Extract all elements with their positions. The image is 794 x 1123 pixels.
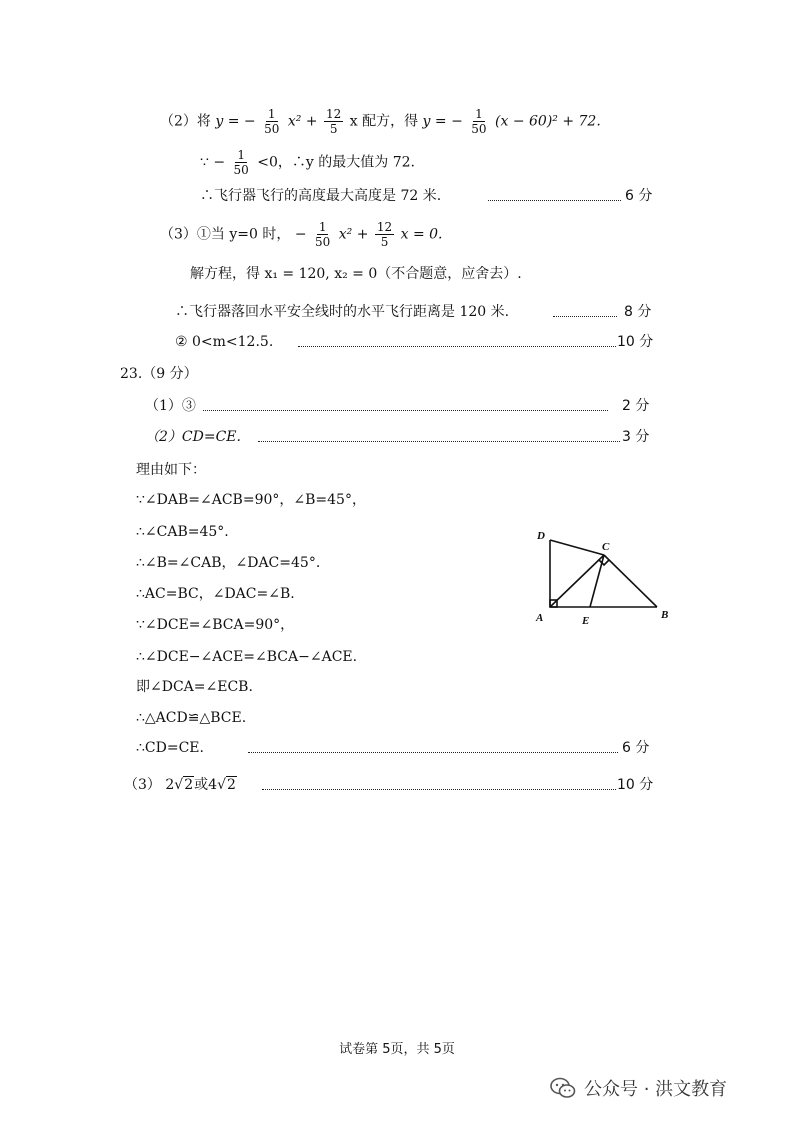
fraction bbox=[375, 220, 394, 249]
frac-den: 5 bbox=[380, 235, 389, 249]
segment-dc bbox=[550, 540, 604, 555]
proof-step: ∴CD=CE. bbox=[136, 740, 204, 756]
fraction bbox=[324, 107, 343, 136]
frac-den: 50 bbox=[315, 235, 331, 249]
right-angle-mark bbox=[599, 560, 609, 565]
wechat-icon bbox=[550, 1077, 576, 1099]
frac-den: 50 bbox=[233, 163, 249, 177]
proof-step: ∴△ACD≌△BCE. bbox=[136, 710, 247, 726]
q22-p2-expr: y = − bbox=[215, 113, 256, 130]
score-leader bbox=[262, 789, 616, 790]
proof-step: 即∠DCA=∠ECB. bbox=[136, 679, 253, 695]
q22-p2-conclusion: ∴飞行器飞行的高度最大高度是 72 米. bbox=[200, 188, 442, 204]
score: 8 分 bbox=[624, 304, 652, 320]
score: 2 分 bbox=[622, 398, 650, 414]
proof-step: ∴∠DCE−∠ACE=∠BCA−∠ACE. bbox=[136, 649, 358, 665]
score-leader bbox=[203, 410, 608, 411]
score: 6 分 bbox=[622, 740, 650, 756]
q22-p3-line1 bbox=[160, 220, 443, 249]
frac-num: 12 bbox=[376, 220, 393, 234]
page-footer: 试卷第 5页，共 5页 bbox=[339, 1042, 455, 1057]
q22-p2-since: ∵ − bbox=[200, 154, 226, 171]
q23-p1: （1）③ bbox=[145, 398, 196, 414]
reason-label: 理由如下： bbox=[136, 462, 206, 478]
fraction bbox=[313, 220, 332, 249]
q22-p2-line1 bbox=[160, 107, 601, 136]
q23-p3-value: 或4 bbox=[194, 777, 218, 793]
q22-p3-conclusion: ∴飞行器落回水平安全线时的水平飞行距离是 120 米. bbox=[175, 304, 510, 320]
label-d: D bbox=[537, 530, 545, 542]
frac-den: 5 bbox=[329, 122, 338, 136]
proof-step: ∴∠CAB=45°. bbox=[136, 524, 229, 540]
q22-p3-eq: − bbox=[294, 226, 307, 243]
q22-p2-since: <0，∴y 的最大值为 72. bbox=[257, 154, 415, 171]
q23-heading: 23.（9 分） bbox=[120, 366, 198, 382]
q22-p3-part2: ② 0<m<12.5. bbox=[175, 334, 274, 350]
watermark-text: 公众号 · 洪文教育 bbox=[584, 1079, 728, 1100]
label-e: E bbox=[582, 615, 590, 627]
fraction bbox=[232, 148, 251, 177]
q22-p3-label: （3）①当 y=0 时， bbox=[160, 226, 291, 243]
score: 10 分 bbox=[617, 334, 654, 350]
q22-p2-expr: (x − 60)² + 72. bbox=[495, 113, 601, 130]
q22-p3-eq: x² + bbox=[338, 226, 369, 243]
sqrt-icon: √ bbox=[174, 777, 184, 793]
q22-p2-label: （2）将 bbox=[160, 113, 211, 130]
frac-num: 1 bbox=[267, 107, 276, 121]
proof-step: ∴AC=BC，∠DAC=∠B. bbox=[136, 586, 295, 602]
frac-num: 1 bbox=[237, 148, 245, 162]
label-b: B bbox=[661, 609, 669, 621]
frac-den: 50 bbox=[471, 122, 487, 136]
q23-p3-label: （3） bbox=[124, 777, 161, 793]
label-c: C bbox=[602, 541, 610, 553]
watermark bbox=[550, 1075, 727, 1101]
q23-p3 bbox=[124, 775, 237, 795]
score-leader bbox=[258, 441, 620, 442]
score: 6 分 bbox=[625, 188, 653, 204]
score-leader bbox=[298, 346, 616, 347]
fraction bbox=[469, 107, 488, 136]
proof-step: ∵∠DCE=∠BCA=90°， bbox=[136, 617, 295, 633]
sqrt-radicand: 2 bbox=[184, 777, 194, 793]
score-leader bbox=[553, 316, 617, 317]
q23-p2: （2）CD=CE. bbox=[145, 429, 241, 445]
q22-p3-solve: 解方程，得 x₁ = 120, x₂ = 0（不合题意，应舍去）. bbox=[190, 266, 522, 282]
q22-p2-line2 bbox=[200, 148, 415, 177]
segment-ac bbox=[550, 555, 604, 607]
score: 10 分 bbox=[617, 777, 654, 793]
proof-step: ∵∠DAB=∠ACB=90°，∠B=45°， bbox=[136, 492, 366, 508]
sqrt-icon: √ bbox=[217, 777, 226, 793]
fraction bbox=[262, 107, 281, 136]
q22-p2-expr: x 配方，得 bbox=[349, 113, 419, 130]
score: 3 分 bbox=[622, 429, 650, 445]
frac-num: 12 bbox=[326, 107, 342, 121]
q22-p3-eq: x = 0. bbox=[400, 226, 443, 243]
proof-step: ∴∠B=∠CAB，∠DAC=45°. bbox=[136, 555, 321, 571]
frac-den: 50 bbox=[264, 122, 280, 136]
sqrt-radicand: 2 bbox=[226, 777, 236, 793]
q22-p2-expr: x² + bbox=[287, 113, 318, 130]
score-leader bbox=[248, 752, 618, 753]
q22-p2-expr: y = − bbox=[422, 113, 463, 130]
frac-num: 1 bbox=[318, 220, 327, 234]
frac-num: 1 bbox=[475, 107, 483, 121]
segment-cb bbox=[604, 555, 657, 607]
score-leader bbox=[488, 200, 621, 201]
geometry-figure bbox=[530, 525, 680, 630]
q23-p3-value: 2 bbox=[165, 777, 175, 793]
label-a: A bbox=[536, 612, 544, 624]
